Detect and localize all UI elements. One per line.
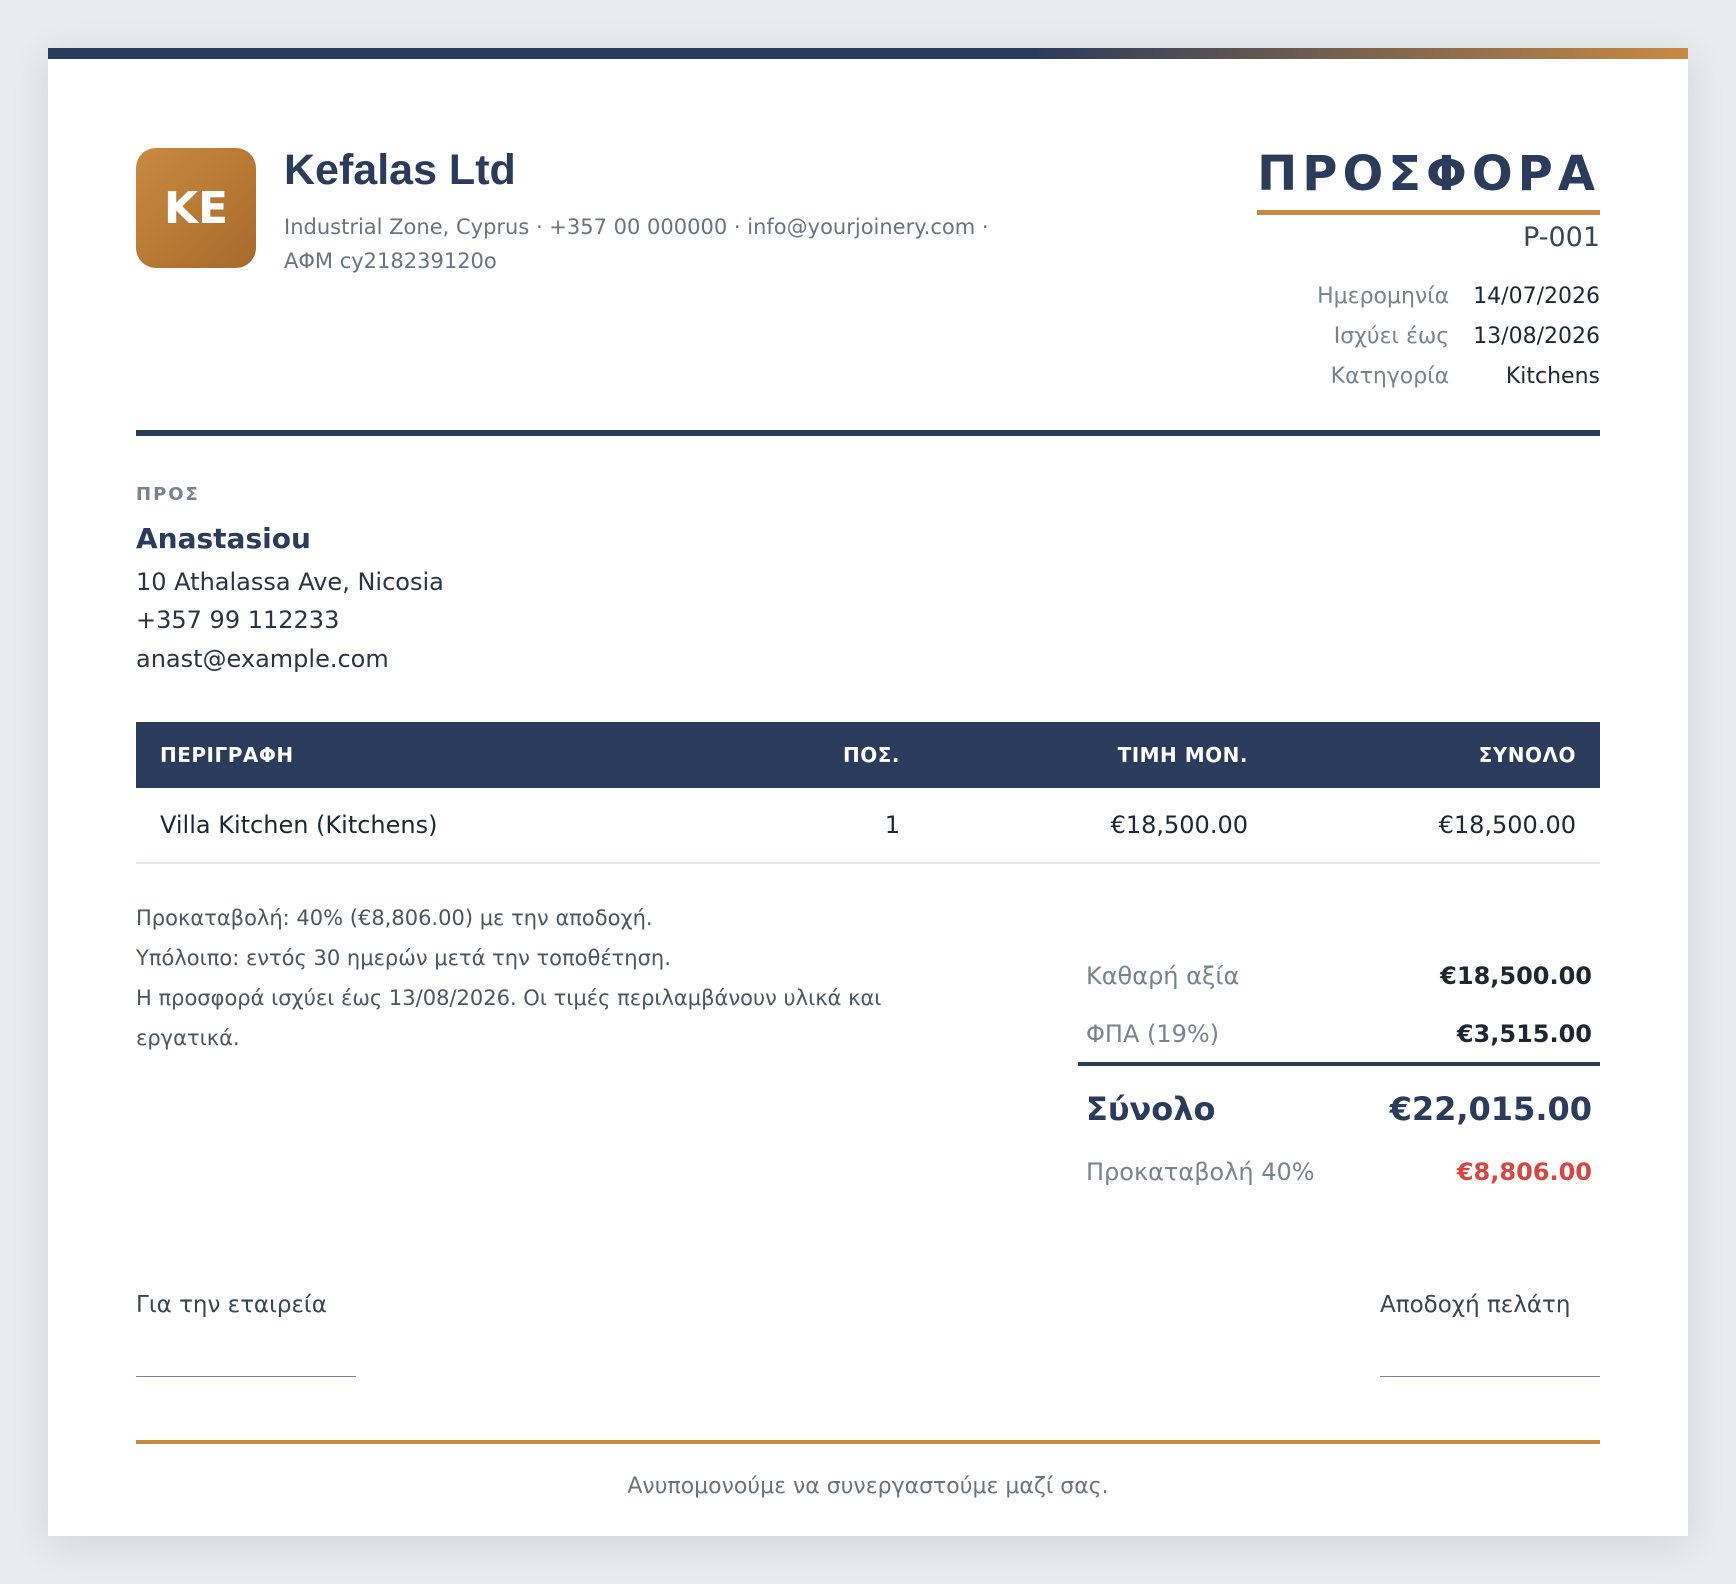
company-signature-label: Για την εταιρεία xyxy=(136,1292,327,1318)
meta-value: 13/08/2026 xyxy=(1473,323,1600,349)
recipient-email: anast@example.com xyxy=(136,645,389,673)
company-logo xyxy=(136,148,256,268)
document-number: P-001 xyxy=(1523,222,1600,253)
note-line: Υπόλοιπο: εντός 30 ημερών μετά την τοποθέτηση. xyxy=(136,946,671,970)
column-header-description: ΠΕΡΙΓΡΑΦΗ xyxy=(160,743,294,767)
meta-value: 14/07/2026 xyxy=(1473,283,1600,309)
note-line: εργατικά. xyxy=(136,1026,240,1050)
logo-initials: KE xyxy=(163,182,229,234)
note-line: Προκαταβολή: 40% (€8,806.00) με την αποδοχή. xyxy=(136,906,653,930)
table-row xyxy=(136,788,1600,864)
item-total: €18,500.00 xyxy=(1438,811,1576,839)
grand-total-amount: €22,015.00 xyxy=(1389,1090,1592,1128)
column-header-unit-price: ΤΙΜΗ ΜΟΝ. xyxy=(1117,743,1248,767)
vat-amount: €3,515.00 xyxy=(1456,1020,1592,1048)
column-header-qty: ΠΟΣ. xyxy=(843,743,900,767)
meta-value: Kitchens xyxy=(1505,363,1600,389)
client-signature-label: Αποδοχή πελάτη xyxy=(1380,1292,1571,1318)
items-table-header xyxy=(136,722,1600,788)
company-name: Kefalas Ltd xyxy=(284,146,516,194)
company-signature-line xyxy=(136,1376,356,1377)
footer-message: Ανυπομονούμε να συνεργαστούμε μαζί σας. xyxy=(627,1474,1109,1499)
company-vat-line: ΑΦΜ cy218239120ο xyxy=(284,249,497,273)
meta-row-category xyxy=(1317,356,1600,396)
deposit-label: Προκαταβολή 40% xyxy=(1086,1158,1315,1186)
company-contact xyxy=(284,210,1004,278)
totals-divider xyxy=(1078,1062,1600,1066)
payment-notes xyxy=(136,898,896,1058)
item-unit-price: €18,500.00 xyxy=(1110,811,1248,839)
note-line: Η προσφορά ισχύει έως 13/08/2026. Οι τιμές περιλαμβάνουν υλικά και xyxy=(136,986,882,1010)
company-contact-line: Industrial Zone, Cyprus · +357 00 000000 · info@yourjoinery.com · xyxy=(284,215,989,239)
net-value-label: Καθαρή αξία xyxy=(1086,962,1240,990)
footer-divider xyxy=(136,1440,1600,1444)
meta-row-date xyxy=(1317,276,1600,316)
recipient-name: Anastasiou xyxy=(136,522,311,555)
recipient-phone: +357 99 112233 xyxy=(136,606,340,634)
recipient-label: ΠΡΟΣ xyxy=(136,484,200,505)
document-meta xyxy=(1317,276,1600,396)
document-title: ΠΡΟΣΦΟΡΑ xyxy=(1257,146,1600,215)
meta-label: Ημερομηνία xyxy=(1317,283,1450,309)
grand-total-label: Σύνολο xyxy=(1086,1090,1216,1128)
column-header-total: ΣΥΝΟΛΟ xyxy=(1478,743,1576,767)
meta-row-valid-until xyxy=(1317,316,1600,356)
client-signature-line xyxy=(1380,1376,1600,1377)
recipient-address: 10 Athalassa Ave, Nicosia xyxy=(136,568,444,596)
header-divider xyxy=(136,430,1600,436)
quote-page xyxy=(48,48,1688,1536)
item-qty: 1 xyxy=(884,811,900,839)
meta-label: Κατηγορία xyxy=(1330,363,1450,389)
vat-label: ΦΠΑ (19%) xyxy=(1086,1020,1220,1048)
deposit-amount: €8,806.00 xyxy=(1456,1158,1592,1186)
net-value-amount: €18,500.00 xyxy=(1440,962,1592,990)
meta-label: Ισχύει έως xyxy=(1333,323,1450,349)
item-description: Villa Kitchen (Kitchens) xyxy=(160,811,438,839)
